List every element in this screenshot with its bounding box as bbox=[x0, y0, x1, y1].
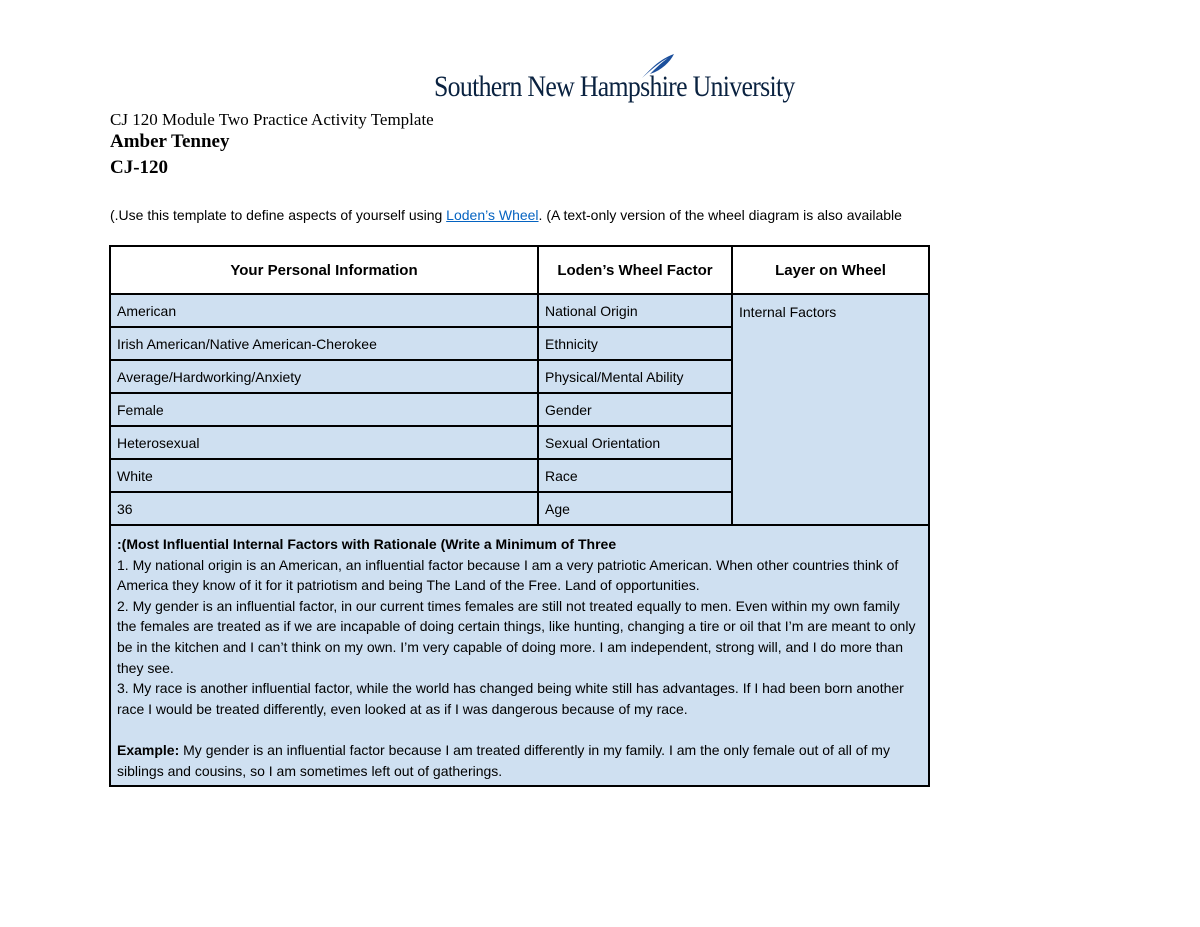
rationale-item: 1. My national origin is an American, an influential factor because I am a very patriotic American. When other countries think of America they know of it for it patriotism and being The Land of the Free. Land of opportunities. bbox=[117, 556, 899, 594]
wheel-factor-cell[interactable]: National Origin bbox=[538, 294, 732, 327]
author-name: Amber Tenney bbox=[110, 131, 230, 152]
rationale-cell[interactable] bbox=[110, 525, 929, 786]
wheel-factor-cell[interactable]: Ethnicity bbox=[538, 327, 732, 360]
wheel-factor-cell[interactable]: Gender bbox=[538, 393, 732, 426]
personal-info-cell[interactable]: Irish American/Native American-Cherokee bbox=[110, 327, 538, 360]
paragraph-spacer bbox=[117, 719, 922, 740]
table-row bbox=[110, 294, 929, 327]
rationale-item: 2. My gender is an influential factor, in our current times females are still not treated equally to men. Even within my own family the females are treated as if we are incapable of doing certain things, like hunting, changing a tire or oil that I’m are meant to only be in the kitchen and I can’t think on my own. I’m very capable of doing more. I am independent, strong will, and I do more than they see. bbox=[117, 597, 916, 676]
instructions-text-after: . (A text-only version of the wheel diagram is also available bbox=[538, 207, 902, 223]
personal-info-cell[interactable]: American bbox=[110, 294, 538, 327]
rationale-item: 3. My race is another influential factor, while the world has changed being white still has advantages. If I had been born another race I would be treated differently, even looked at as if I was dangerous because of my race. bbox=[117, 680, 904, 717]
personal-info-cell[interactable]: Heterosexual bbox=[110, 426, 538, 459]
wheel-factor-cell[interactable]: Physical/Mental Ability bbox=[538, 360, 732, 393]
example-label: Example: bbox=[117, 741, 180, 758]
instructions bbox=[110, 207, 902, 223]
column-header-wheel-factor: Loden’s Wheel Factor bbox=[538, 246, 732, 294]
university-logo bbox=[434, 52, 795, 108]
personal-info-cell[interactable]: Female bbox=[110, 393, 538, 426]
wheel-factor-cell[interactable]: Race bbox=[538, 459, 732, 492]
personal-info-cell[interactable]: White bbox=[110, 459, 538, 492]
university-name: Southern New Hampshire University bbox=[434, 70, 795, 103]
lodens-wheel-table bbox=[109, 245, 930, 787]
wheel-factor-cell[interactable]: Sexual Orientation bbox=[538, 426, 732, 459]
layer-cell[interactable]: Internal Factors bbox=[732, 294, 929, 525]
instructions-text-before: (.Use this template to define aspects of yourself using bbox=[110, 207, 447, 223]
lodens-wheel-link[interactable]: Loden’s Wheel bbox=[446, 207, 539, 223]
document-title: CJ 120 Module Two Practice Activity Template bbox=[110, 110, 434, 129]
example-paragraph bbox=[117, 740, 922, 781]
column-header-layer: Layer on Wheel bbox=[732, 246, 929, 294]
personal-info-cell[interactable]: Average/Hardworking/Anxiety bbox=[110, 360, 538, 393]
rationale-heading: :(Most Influential Internal Factors with Rationale (Write a Minimum of Three bbox=[117, 536, 617, 552]
course-code: CJ-120 bbox=[110, 157, 169, 178]
example-text: My gender is an influential factor because I am treated differently in my family. I am the only female out of all of my siblings and cousins, so I am sometimes left out of gatherings. bbox=[117, 741, 890, 779]
personal-info-cell[interactable]: 36 bbox=[110, 492, 538, 525]
rationale-row bbox=[110, 525, 929, 786]
table-header-row bbox=[110, 246, 929, 294]
wheel-factor-cell[interactable]: Age bbox=[538, 492, 732, 525]
column-header-personal-info: Your Personal Information bbox=[110, 246, 538, 294]
